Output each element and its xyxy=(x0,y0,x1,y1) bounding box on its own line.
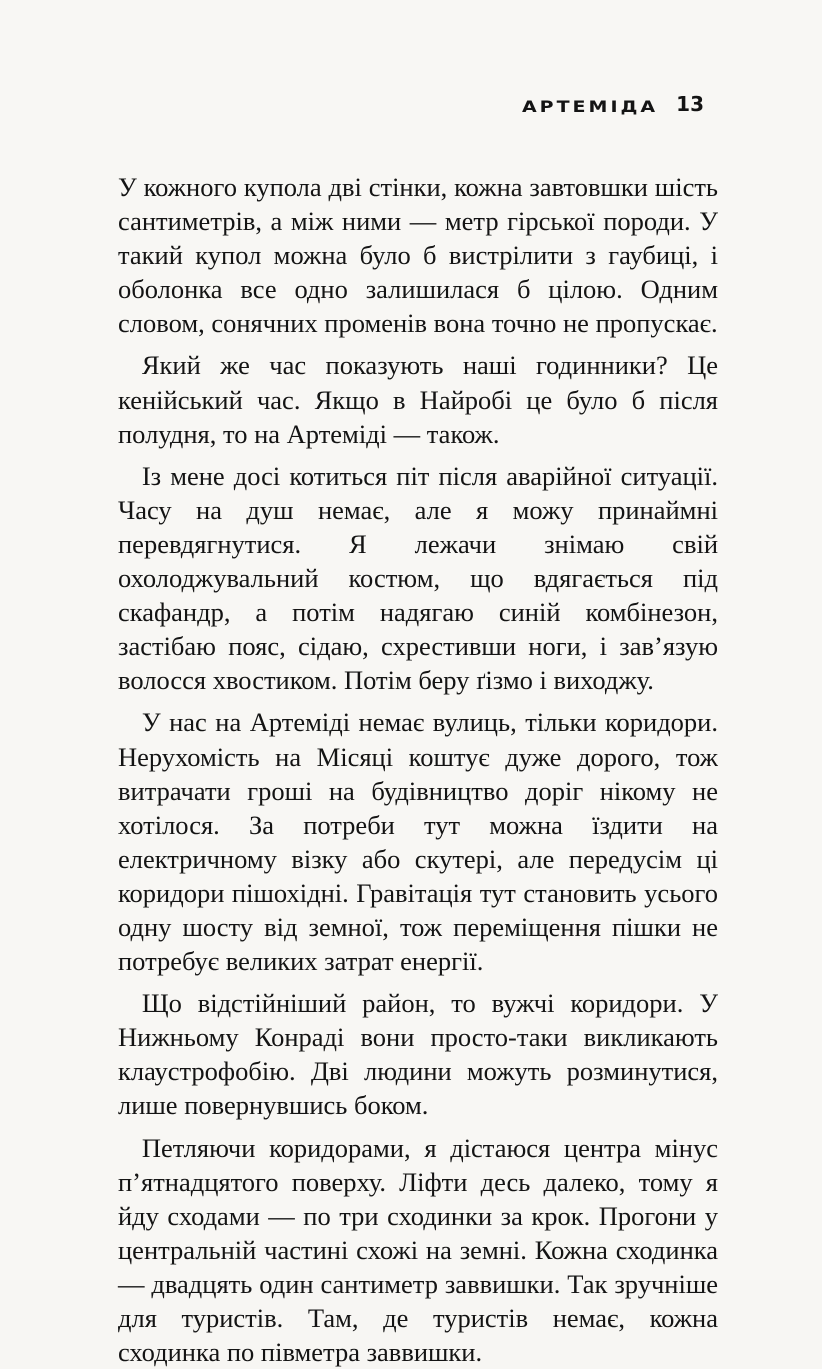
running-header xyxy=(522,92,704,116)
paragraph-6: Петляючи коридорами, я дістаюся центра мінус п’ятнадцятого поверху. Ліфти десь далеко, тому я йду сходами — по три сходинки за крок. Прогони у центральній частині схожі на земні. Кожна сходинка — двадцять один сантиметр заввишки. Так зручніше для туристів. Там, де туристів немає, кожна сходинка по півметра заввишки. xyxy=(118,1132,718,1368)
page-number: 13 xyxy=(676,92,704,116)
paragraph-4: У нас на Артеміді немає вулиць, тільки коридори. Нерухомість на Місяці коштує дуже дорого, тож витрачати гроші на будівництво доріг нікому не хотілося. За потреби тут можна їздити на електричному візку або скутері, але передусім ці коридори пішохідні. Гравітація тут становить усього одну шосту від земної, тож переміщення пішки не потребує великих затрат енергії. xyxy=(118,707,718,977)
paragraph-2: Який же час показують наші годинники? Це кенійський час. Якщо в Найробі це було б після полудня, то на Артеміді — також. xyxy=(118,350,718,449)
running-title: АРТЕМІДА xyxy=(521,97,659,116)
paragraph-5: Що відстійніший район, то вужчі коридори. У Нижньому Конраді вони просто-таки викликають клаустрофобію. Дві людини можуть розминутися, лише повернувшись боком. xyxy=(118,988,718,1121)
body-text xyxy=(118,170,718,1369)
paragraph-1: У кожного купола дві стінки, кожна завтовшки шість сантиметрів, а між ними — метр гірської породи. У такий купол можна було б вистрілити з гаубиці, і оболонка все одно залишилася б цілою. Одним словом, сонячних променів вона точно не пропускає. xyxy=(118,172,718,339)
paragraph-3: Із мене досі котиться піт після аварійної ситуації. Часу на душ немає, але я можу принаймні перевдягнутися. Я лежачи знімаю свій охолоджувальний костюм, що вдягається під скафандр, а потім надягаю синій комбінезон, застібаю пояс, сідаю, схрестивши ноги, і зав’язую волосся хвостиком. Потім беру ґізмо і виходжу. xyxy=(118,460,718,696)
